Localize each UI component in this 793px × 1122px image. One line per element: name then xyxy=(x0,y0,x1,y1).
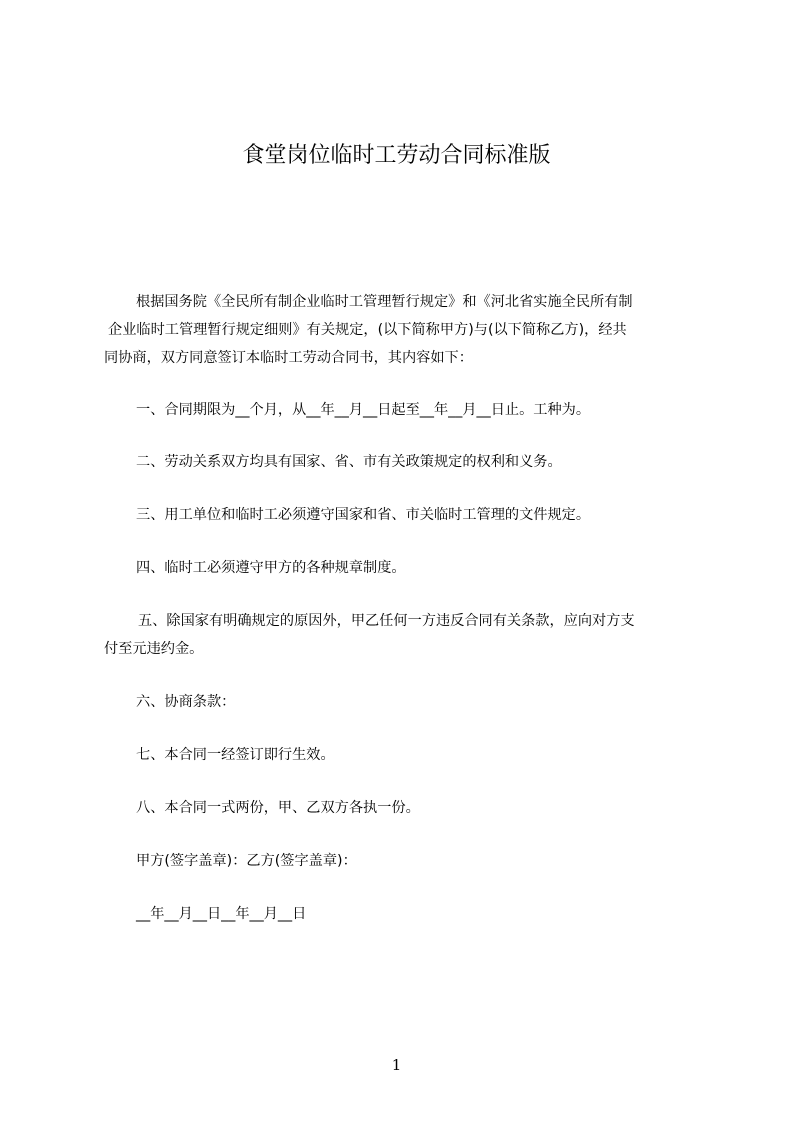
clause-8: 八、本合同一式两份，甲、乙双方各执一份。 xyxy=(136,800,420,816)
clause-1: 一、合同期限为__个月，从__年__月__日起至__年__月__日止。工种为。 xyxy=(136,402,591,418)
page-number: 1 xyxy=(391,1056,402,1074)
intro-line-2: 企业临时工管理暂行规定细则》有关规定，(以下简称甲方)与(以下简称乙方)，经共 xyxy=(108,322,627,338)
clause-3: 三、用工单位和临时工必须遵守国家和省、市关临时工管理的文件规定。 xyxy=(136,507,591,523)
clause-7: 七、本合同一经签订即行生效。 xyxy=(136,747,335,763)
date-line: __年__月__日__年__月__日 xyxy=(136,906,307,922)
intro-line-3: 同协商，双方同意签订本临时工劳动合同书，其内容如下： xyxy=(104,350,473,366)
clause-6: 六、协商条款： xyxy=(136,694,236,710)
signature-line: 甲方(签字盖章)：乙方(签字盖章)： xyxy=(136,853,357,869)
clause-2: 二、劳动关系双方均具有国家、省、市有关政策规定的权利和义务。 xyxy=(136,454,562,470)
intro-line-1: 根据国务院《全民所有制企业临时工管理暂行规定》和《河北省实施全民所有制 xyxy=(136,294,633,310)
clause-5-line-1: 五、除国家有明确规定的原因外，甲乙任何一方违反合同有关条款，应向对方支 xyxy=(138,613,635,629)
clause-4: 四、临时工必须遵守甲方的各种规章制度。 xyxy=(136,560,406,576)
document-title: 食堂岗位临时工劳动合同标准版 xyxy=(242,143,551,168)
clause-5-line-2: 付至元违约金。 xyxy=(104,641,204,657)
